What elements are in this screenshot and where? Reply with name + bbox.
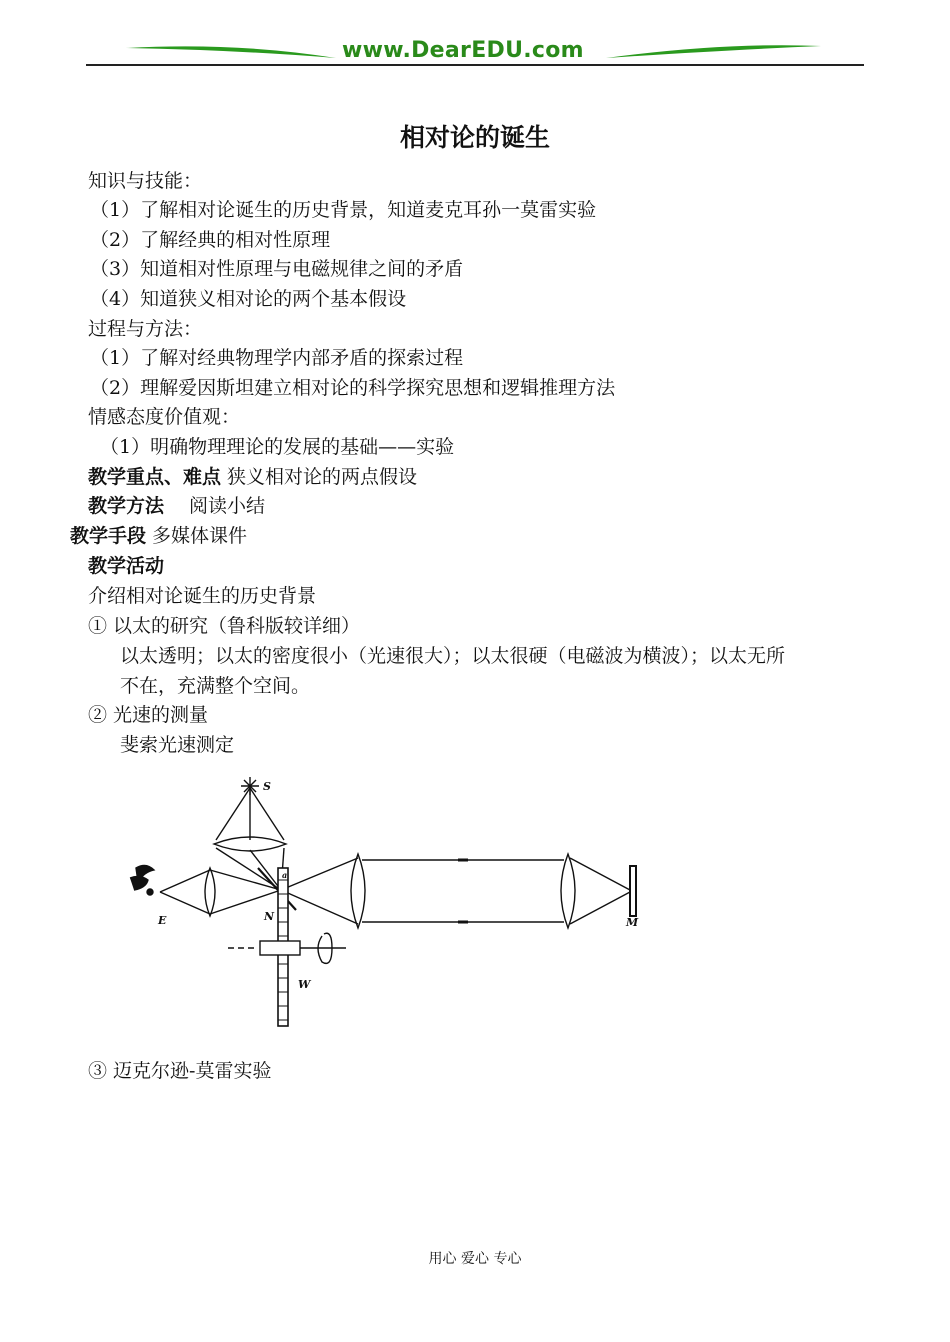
eyepiece-lens (205, 868, 215, 916)
key-points-text: 狭义相对论的两点假设 (221, 466, 418, 488)
method-line (88, 493, 265, 519)
label-a: a (282, 870, 288, 880)
label-n: N (264, 910, 275, 923)
knowledge-heading: 知识与技能： (88, 170, 203, 192)
means-text: 多媒体课件 (146, 525, 248, 547)
wheel-axle (260, 941, 300, 955)
observer-eye (130, 865, 154, 895)
process-item: （2）理解爱因斯坦建立相对论的科学探究思想和逻辑推理方法 (90, 377, 616, 399)
label-s: S (263, 780, 271, 793)
label-m: M (626, 916, 639, 929)
means-line (70, 523, 247, 549)
emotion-item: （1）明确物理理论的发展的基础——实验 (100, 436, 455, 458)
site-logo: www.DearEDU.com (342, 38, 584, 63)
collimator-lens (351, 854, 365, 928)
label-e: E (158, 914, 167, 927)
emotion-heading: 情感态度价值观： (88, 406, 241, 428)
knowledge-item: （1）了解相对论诞生的历史背景，知道麦克耳孙一莫雷实验 (90, 199, 597, 221)
knowledge-item: （2）了解经典的相对性原理 (90, 229, 331, 251)
key-points-line (88, 464, 417, 490)
ether-text-line1: 以太透明；以太的密度很小（光速很大）；以太很硬（电磁波为横波）；以太无所 (120, 645, 786, 667)
page-footer: 用心 爱心 专心 (428, 1251, 522, 1267)
far-mirror (630, 866, 636, 916)
page-title: 相对论的诞生 (399, 123, 550, 152)
page-header (86, 36, 864, 76)
knowledge-item: （4）知道狭义相对论的两个基本假设 (90, 288, 407, 310)
item-ether: ① 以太的研究（鲁科版较详细） (88, 615, 361, 637)
distant-lens (561, 854, 575, 928)
item-light-speed: ② 光速的测量 (88, 704, 209, 726)
method-label: 教学方法 (88, 495, 165, 517)
knowledge-item: （3）知道相对性原理与电磁规律之间的矛盾 (90, 258, 464, 280)
key-points-label: 教学重点、难点 (88, 466, 222, 488)
fizeau-caption: 斐索光速测定 (120, 734, 235, 756)
method-text: 阅读小结 (164, 495, 266, 517)
ether-text-line2: 不在，充满整个空间。 (120, 675, 311, 697)
header-rule (86, 64, 864, 66)
means-label: 教学手段 (70, 525, 147, 547)
process-item: （1）了解对经典物理学内部矛盾的探索过程 (90, 347, 464, 369)
intro-text: 介绍相对论诞生的历史背景 (88, 585, 317, 607)
activity-label: 教学活动 (88, 555, 165, 577)
label-w: W (298, 978, 311, 991)
fizeau-apparatus-diagram (118, 758, 658, 1048)
process-heading: 过程与方法： (88, 318, 203, 340)
fizeau-diagram-svg (118, 758, 658, 1048)
item-michelson-morley: ③ 迈克尔逊-莫雷实验 (88, 1060, 272, 1082)
